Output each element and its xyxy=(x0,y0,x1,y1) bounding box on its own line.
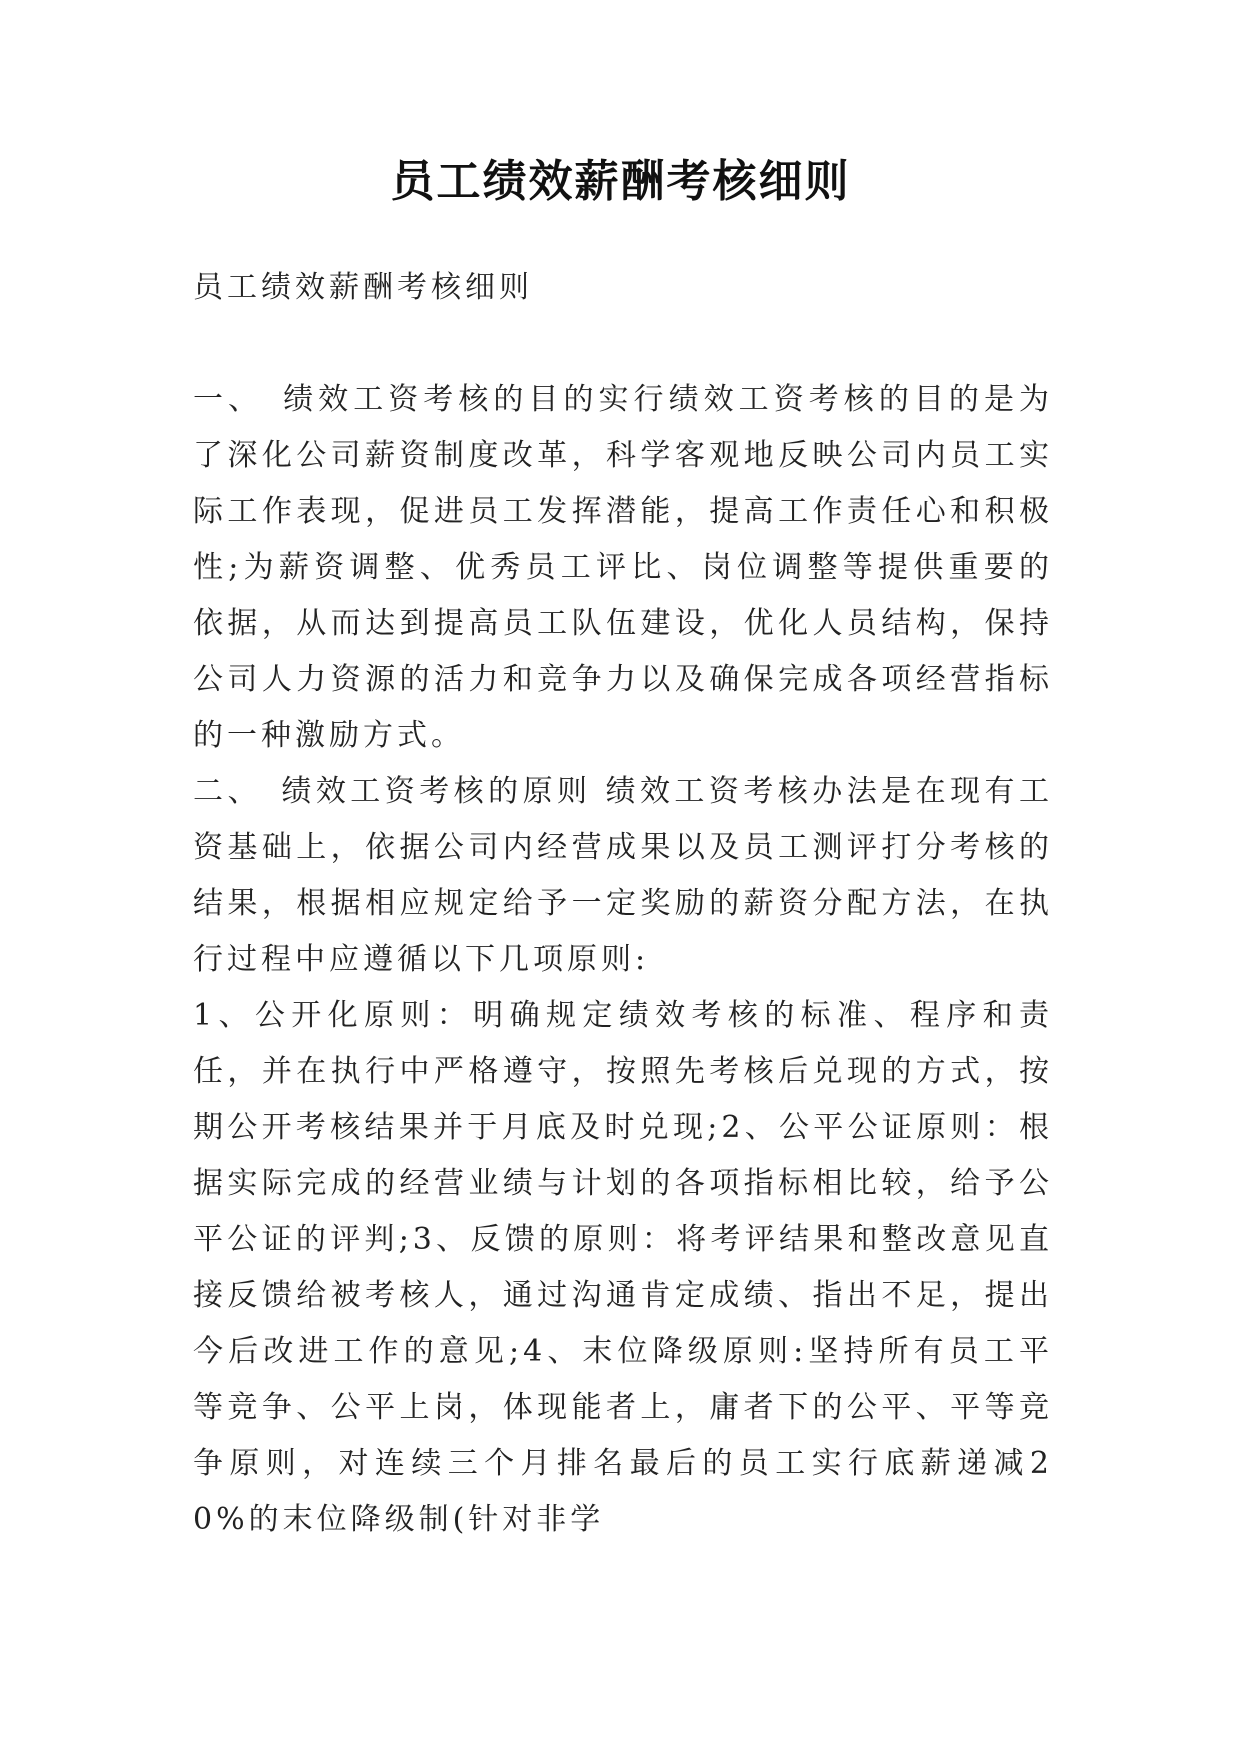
paragraph-principles: 二、 绩效工资考核的原则 绩效工资考核办法是在现有工资基础上，依据公司内经营成果以及员工测评打分考核的结果，根据相应规定给予一定奖励的薪资分配方法，在执行过程中应遵循以下几项原则: xyxy=(193,774,1053,977)
document-subtitle: 员工绩效薪酬考核细则 xyxy=(193,270,533,305)
document-title: 员工绩效薪酬考核细则 xyxy=(390,156,851,207)
paragraph-purpose: 一、 绩效工资考核的目的实行绩效工资考核的目的是为了深化公司薪资制度改革，科学客观地反映公司内员工实际工作表现，促进员工发挥潜能，提高工作责任心和积极性;为薪资调整、优秀员工评比、岗位调整等提供重要的依据，从而达到提高员工队伍建设，优化人员结构，保持公司人力资源的活力和竞争力以及确保完成各项经营指标的一种激励方式。 xyxy=(193,382,1053,753)
paragraph-principle-list: 1、公开化原则：明确规定绩效考核的标准、程序和责任，并在执行中严格遵守，按照先考核后兑现的方式，按期公开考核结果并于月底及时兑现;2、公平公证原则：根据实际完成的经营业绩与计划的各项指标相比较，给予公平公证的评判;3、反馈的原则：将考评结果和整改意见直接反馈给被考核人，通过沟通肯定成绩、指出不足，提出今后改进工作的意见;4、末位降级原则:坚持所有员工平等竞争、公平上岗，体现能者上，庸者下的公平、平等竞争原则，对连续三个月排名最后的员工实行底薪递减20%的末位降级制(针对非学 xyxy=(193,998,1053,1537)
document-body xyxy=(193,260,1053,1548)
